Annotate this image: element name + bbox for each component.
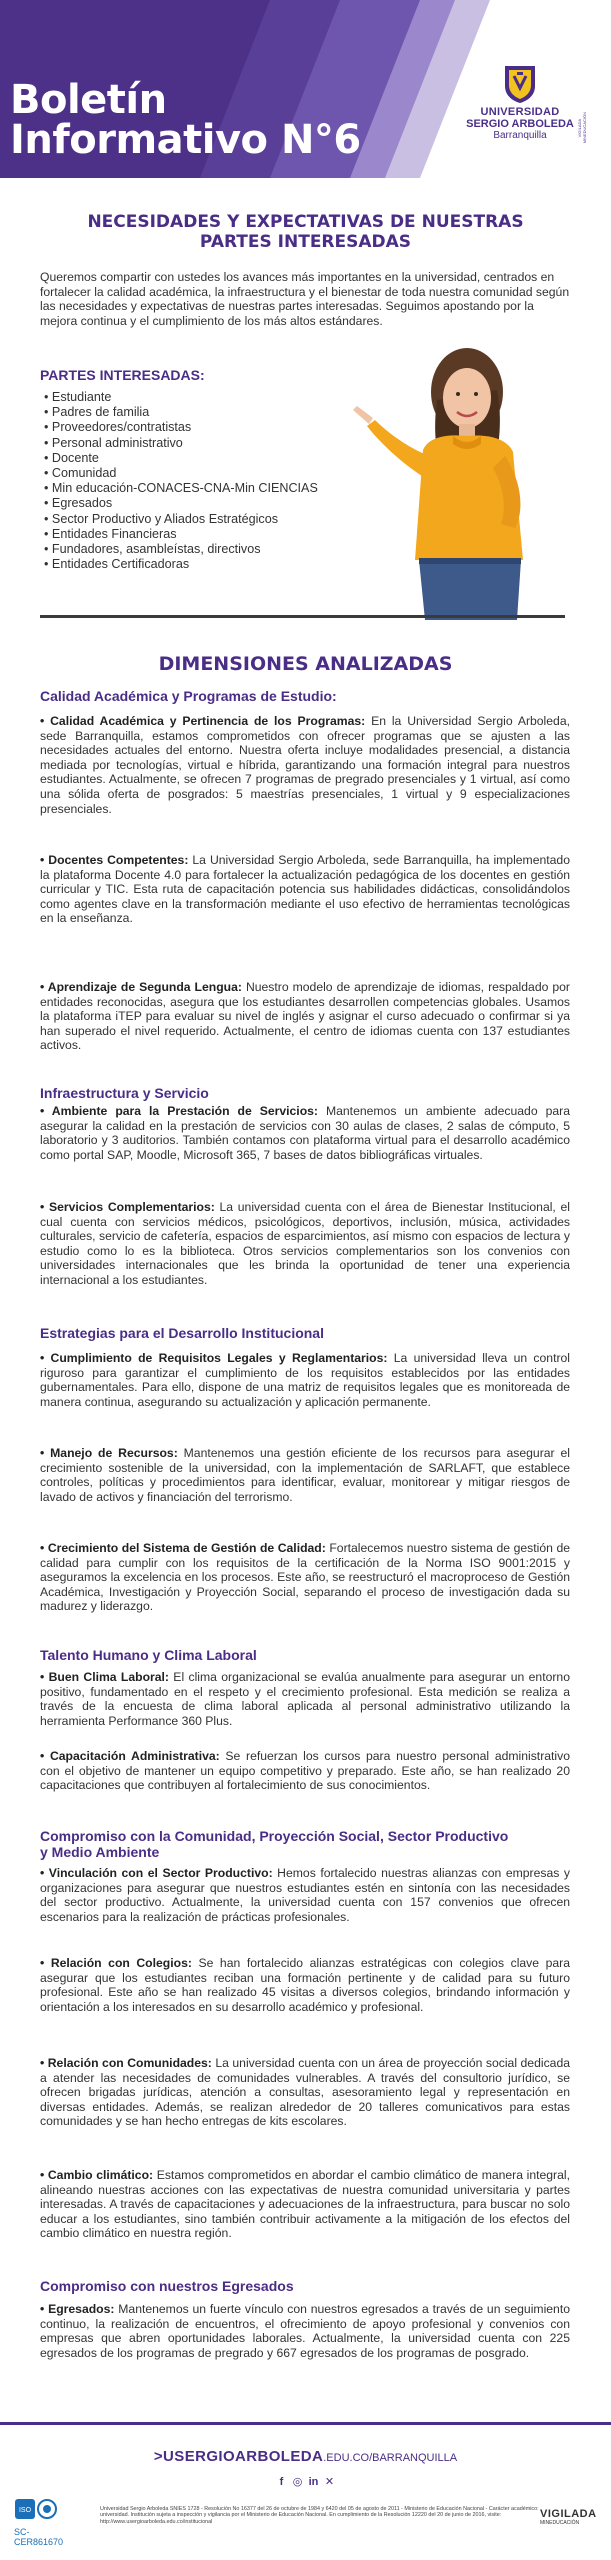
partes-list-item: • Proveedores/contratistas: [44, 420, 318, 435]
partes-list-item: • Personal administrativo: [44, 436, 318, 451]
heading-line-2: y Medio Ambiente: [40, 1844, 160, 1860]
logo-line-2: SERGIO ARBOLEDA: [466, 118, 574, 130]
paragraph-text: Hemos fortalecido nuestras alianzas con empresas y organizaciones para asegurar que nuestros estudiantes estén en sintonía con las necesidades del sector productivo. Actualmente, la universidad cuenta con 157 convenios que ofrecen escenarios para la realización de prácticas profesionales.: [40, 1866, 570, 1924]
bold-lead: • Ambiente para la Prestación de Servicios:: [40, 1104, 318, 1118]
bold-lead: • Relación con Comunidades:: [40, 2056, 212, 2070]
paragraph-segunda-lengua: [40, 980, 570, 1053]
section-title-dimensiones: DIMENSIONES ANALIZADAS: [158, 653, 453, 675]
paragraph-comunidades: [40, 2056, 570, 2129]
paragraph-manejo-recursos: [40, 1446, 570, 1504]
instagram-icon[interactable]: ◎: [292, 2476, 303, 2488]
heading-infraestructura: Infraestructura y Servicio: [40, 1085, 209, 1101]
bold-lead: • Manejo de Recursos:: [40, 1446, 178, 1460]
partes-list-item: • Sector Productivo y Aliados Estratégicos: [44, 512, 318, 527]
paragraph-colegios: [40, 1956, 570, 2014]
paragraph-text: Nuestro modelo de aprendizaje de idiomas, respaldado por entidades reconocidas, asegura que los estudiantes desarrollen competencias globales. Usamos la plataforma iTEP para evaluar su nivel de inglés y asignar el curso adecuado o confirmar si ya han superado el nivel requerido. Actualmente, el centro de idiomas cuenta con 137 estudiantes activos.: [40, 980, 570, 1053]
footer-domain: .EDU.CO/BARRANQUILLA: [323, 2452, 458, 2464]
paragraph-text: Fortalecemos nuestro sistema de gestión de calidad para cumplir con los requisitos de la certificación de la Norma ISO 9001:2015 y aseguramos la excelencia en los procesos. Este año, se reestructuró el macroproceso de Gestión Académica, Investigación y Proyección Social, separando el proceso de investigación dada su madurez y liderazgo.: [40, 1541, 570, 1614]
vigilada-sub: MINEDUCACIÓN: [540, 2520, 580, 2526]
heading-line-1: Compromiso con la Comunidad, Proyección Social, Sector Productivo: [40, 1828, 509, 1844]
title-line-1: Boletín: [10, 77, 167, 123]
partes-list-item: • Padres de familia: [44, 405, 318, 420]
paragraph-text: La Universidad Sergio Arboleda, sede Barranquilla, ha implementado la plataforma Docente 4.0 para fortalecer la actualización pedagógica de los docentes en gestión curricular y TIC. Esta ruta de capacitación potencia sus habilidades didácticas, consolidándolos como agentes clave en la transformación mediante el uso efectivo de herramientas tecnológicas en la enseñanza.: [40, 853, 570, 926]
bold-lead: • Aprendizaje de Segunda Lengua:: [40, 980, 242, 994]
heading-talento-humano: Talento Humano y Clima Laboral: [40, 1647, 257, 1663]
section-title-line-2: PARTES INTERESADAS: [199, 232, 412, 252]
twitter-icon[interactable]: ✕: [324, 2476, 335, 2488]
bold-lead: • Calidad Académica y Pertinencia de los Programas:: [40, 714, 366, 728]
page-title: [10, 77, 361, 163]
footer-website-link[interactable]: [0, 2448, 611, 2465]
heading-estrategias: Estrategias para el Desarrollo Institucional: [40, 1325, 324, 1341]
bold-lead: • Relación con Colegios:: [40, 1956, 192, 1970]
cert-code: SC-CER861670: [14, 2527, 64, 2547]
paragraph-sistema-calidad: [40, 1541, 570, 1614]
paragraph-text: La universidad cuenta con un área de proyección social dedicada a atender las necesidades de comunidades vulnerables. A través del consultorio jurídico, se ofrecen brigadas jurídicas, atención a consultas, asesoramiento legal y representación en diversas entidades. Además, se realizan alrededor de 20 talleres comunicativos para estas comunidades y se han hecho entregas de kits escolares.: [40, 2056, 571, 2129]
bold-lead: • Capacitación Administrativa:: [40, 1749, 220, 1763]
paragraph-text: Mantenemos un ambiente adecuado para asegurar la calidad en la prestación de servicios con 30 aulas de clases, 2 salas de cómputo, 5 laboratorio y 3 auditorios. También contamos con plataforma virtual para el desarrollo académico como portal SAP, Moodle, Microsoft 365, 7 bases de datos bibliográficas virtuales.: [40, 1104, 570, 1162]
paragraph-text: Estamos comprometidos en abordar el cambio climático de manera integral, alineando nuestras acciones con las expectativas de nuestra comunidad universitaria y partes interesadas. A través de capacitaciones y adecuaciones de la infraestructura, para buscar no solo educar a los estudiantes, sino también contribuir activamente a la mitigación de los efectos del cambio climático en nuestra región.: [40, 2168, 570, 2241]
bold-lead: • Servicios Complementarios:: [40, 1200, 215, 1214]
partes-list-item: • Min educación-CONACES-CNA-Min CIENCIAS: [44, 481, 318, 496]
bold-lead: • Crecimiento del Sistema de Gestión de Calidad:: [40, 1541, 326, 1555]
linkedin-icon[interactable]: in: [308, 2476, 319, 2488]
bold-lead: • Buen Clima Laboral:: [40, 1670, 169, 1684]
section-divider: [40, 615, 565, 618]
paragraph-text: Se refuerzan los cursos para nuestro personal administrativo con el objetivo de mantener un equipo competitivo y preparado. Este año, se han realizado 20 capacitaciones que contribuyen al fortalecimiento de sus conocimientos.: [40, 1749, 570, 1793]
paragraph-text: Mantenemos un fuerte vínculo con nuestros egresados a través de un seguimiento continuo, la realización de encuentros, el ofrecimiento de apoyo profesional y convenios con empresas que abren oportunidades laborales. Actualmente, la universidad cuenta con 225 egresados de los programas de pregrado y 667 egresados de los programas de posgrado.: [40, 2302, 570, 2360]
paragraph-text: La universidad cuenta con el área de Bienestar Institucional, el cual cuenta con servicios médicos, psicológicos, deportivos, inclusión, música, actividades culturales, servicio de cafetería, espacios de esparcimientos, así mismo con espacios de lectura y estudio como lo es la biblioteca. Otros servicios complementarios son los convenios con universidades internacionales que les brinda la oportunidad de tener una experiencia internacional a los estudiantes.: [40, 1200, 570, 1287]
social-icons: [0, 2472, 611, 2490]
paragraph-requisitos-legales: [40, 1351, 570, 1409]
heading-calidad-academica: Calidad Académica y Programas de Estudio:: [40, 688, 337, 704]
paragraph-egresados: [40, 2302, 570, 2360]
footer-divider: [0, 2422, 611, 2425]
paragraph-text: Mantenemos una gestión eficiente de los recursos para asegurar el crecimiento sostenible de la universidad, con la implementación de SARLAFT, que establece controles, políticas y procedimientos para identificar, evaluar, monitorear y mitigar riesgos de lavado de activos y financiación del terrorismo.: [40, 1446, 570, 1504]
vigilada-label: VIGILADA: [540, 2508, 597, 2520]
bold-lead: • Cambio climático:: [40, 2168, 154, 2182]
partes-interesadas-heading: PARTES INTERESADAS:: [40, 367, 205, 383]
paragraph-docentes: [40, 853, 570, 926]
paragraph-text: El clima organizacional se evalúa anualmente para asegurar un entorno positivo, fundamentado en el respeto y el crecimiento profesional. Esta medición se realiza a través de la encuesta de clima laboral aplicada al personal administrativo utilizando la herramienta Performance 360 Plus.: [40, 1670, 570, 1728]
university-logo: [445, 64, 595, 142]
paragraph-text: Se han fortalecido alianzas estratégicas con colegios clave para asegurar que los estudiantes reciban una formación pertinente y de calidad para su futuro profesional. Este año se han realizado 45 visitas a diversos colegios, brindando información y orientación a los interesados en su desarrollo académico y profesional.: [40, 1956, 570, 2014]
heading-egresados: Compromiso con nuestros Egresados: [40, 2278, 294, 2294]
paragraph-clima-laboral: [40, 1670, 570, 1728]
section-title-necesidades: [0, 212, 611, 252]
svg-text:ISO: ISO: [18, 2507, 32, 2514]
legal-text: Universidad Sergio Arboleda SNIES 1728 - Resolución No 16377 del 26 de octubre de 1984 y 6420 del 05 de agosto de 2011 - Ministerio de Educación Nacional - Carácter académico: universidad. Institución sujeta a inspección y vigilancia por el Ministerio de Educación Nacional. En cumplimiento de la Resolución 12220 del 20 de junio de 2016, visite: http://www.usergioarboleda.edu.co/institucional: [100, 2506, 539, 2525]
partes-list-item: • Comunidad: [44, 466, 318, 481]
vigilada-mineducacion: [540, 2508, 597, 2526]
paragraph-capacitacion: [40, 1749, 570, 1793]
shield-icon: [503, 64, 537, 104]
paragraph-text: En la Universidad Sergio Arboleda, sede Barranquilla, estamos comprometidos con ofrecer programas que se ajusten a las necesidades actuales del entorno. Nuestra oferta incluye modalidades presencial, a distancia mediada por tecnologías, virtual e híbrida, garantizando una formación integral para nuestros estudiantes. Actualmente, se ofrecen 7 programas de pregrado presenciales y 1 virtual, así como una sólida oferta de posgrados: 5 maestrías presenciales, 1 virtual y 9 especializaciones presenciales.: [40, 714, 570, 816]
bold-lead: • Egresados:: [40, 2302, 115, 2316]
logo-vigilada: VIGILADA MINEDUCACIÓN: [577, 112, 587, 144]
paragraph-servicios-complementarios: [40, 1200, 570, 1288]
logo-line-1: UNIVERSIDAD: [480, 106, 560, 118]
header-banner: [0, 0, 611, 178]
footer-brand: >USERGIOARBOLEDA: [153, 2448, 324, 2465]
partes-list-item: • Estudiante: [44, 390, 318, 405]
partes-list-item: • Fundadores, asambleístas, directivos: [44, 542, 318, 557]
paragraph-ambiente-servicios: [40, 1104, 570, 1162]
partes-interesadas-list: [44, 390, 318, 572]
logo-line-3: Barranquilla: [493, 130, 547, 141]
paragraph-sector-productivo: [40, 1866, 570, 1924]
partes-list-item: • Entidades Certificadoras: [44, 557, 318, 572]
certification-seal-icon: [14, 2498, 58, 2520]
facebook-icon[interactable]: f: [279, 2476, 284, 2488]
partes-list-item: • Docente: [44, 451, 318, 466]
partes-list-item: • Entidades Financieras: [44, 527, 318, 542]
title-line-2: Informativo N°6: [10, 117, 361, 163]
bold-lead: • Cumplimiento de Requisitos Legales y Reglamentarios:: [40, 1351, 388, 1365]
paragraph-calidad-programas: [40, 714, 570, 816]
partes-list-item: • Egresados: [44, 496, 318, 511]
paragraph-text: La universidad lleva un control riguroso para garantizar el cumplimiento de los requisitos establecidos por las entidades gubernamentales. Para ello, dispone de una matriz de requisitos legales que es monitoreada de manera continua, asegurando su actualización y aplicación permanente.: [40, 1351, 570, 1409]
woman-pointing-illustration: [345, 340, 575, 620]
bold-lead: • Vinculación con el Sector Productivo:: [40, 1866, 273, 1880]
certification-badge: [14, 2498, 74, 2547]
section-title-line-1: NECESIDADES Y EXPECTATIVAS DE NUESTRAS: [87, 212, 524, 232]
bold-lead: • Docentes Competentes:: [40, 853, 189, 867]
paragraph-cambio-climatico: [40, 2168, 570, 2241]
intro-paragraph: Queremos compartir con ustedes los avances más importantes en la universidad, centrados en fortalecer la calidad académica, la infraestructura y el bienestar de toda nuestra comunidad según las necesidades y expectativas de nuestras partes interesadas. Seguimos apostando por la mejora continua y el cumplimiento de los más altos estándares.: [40, 270, 570, 328]
heading-compromiso-comunidad: [40, 1828, 508, 1860]
